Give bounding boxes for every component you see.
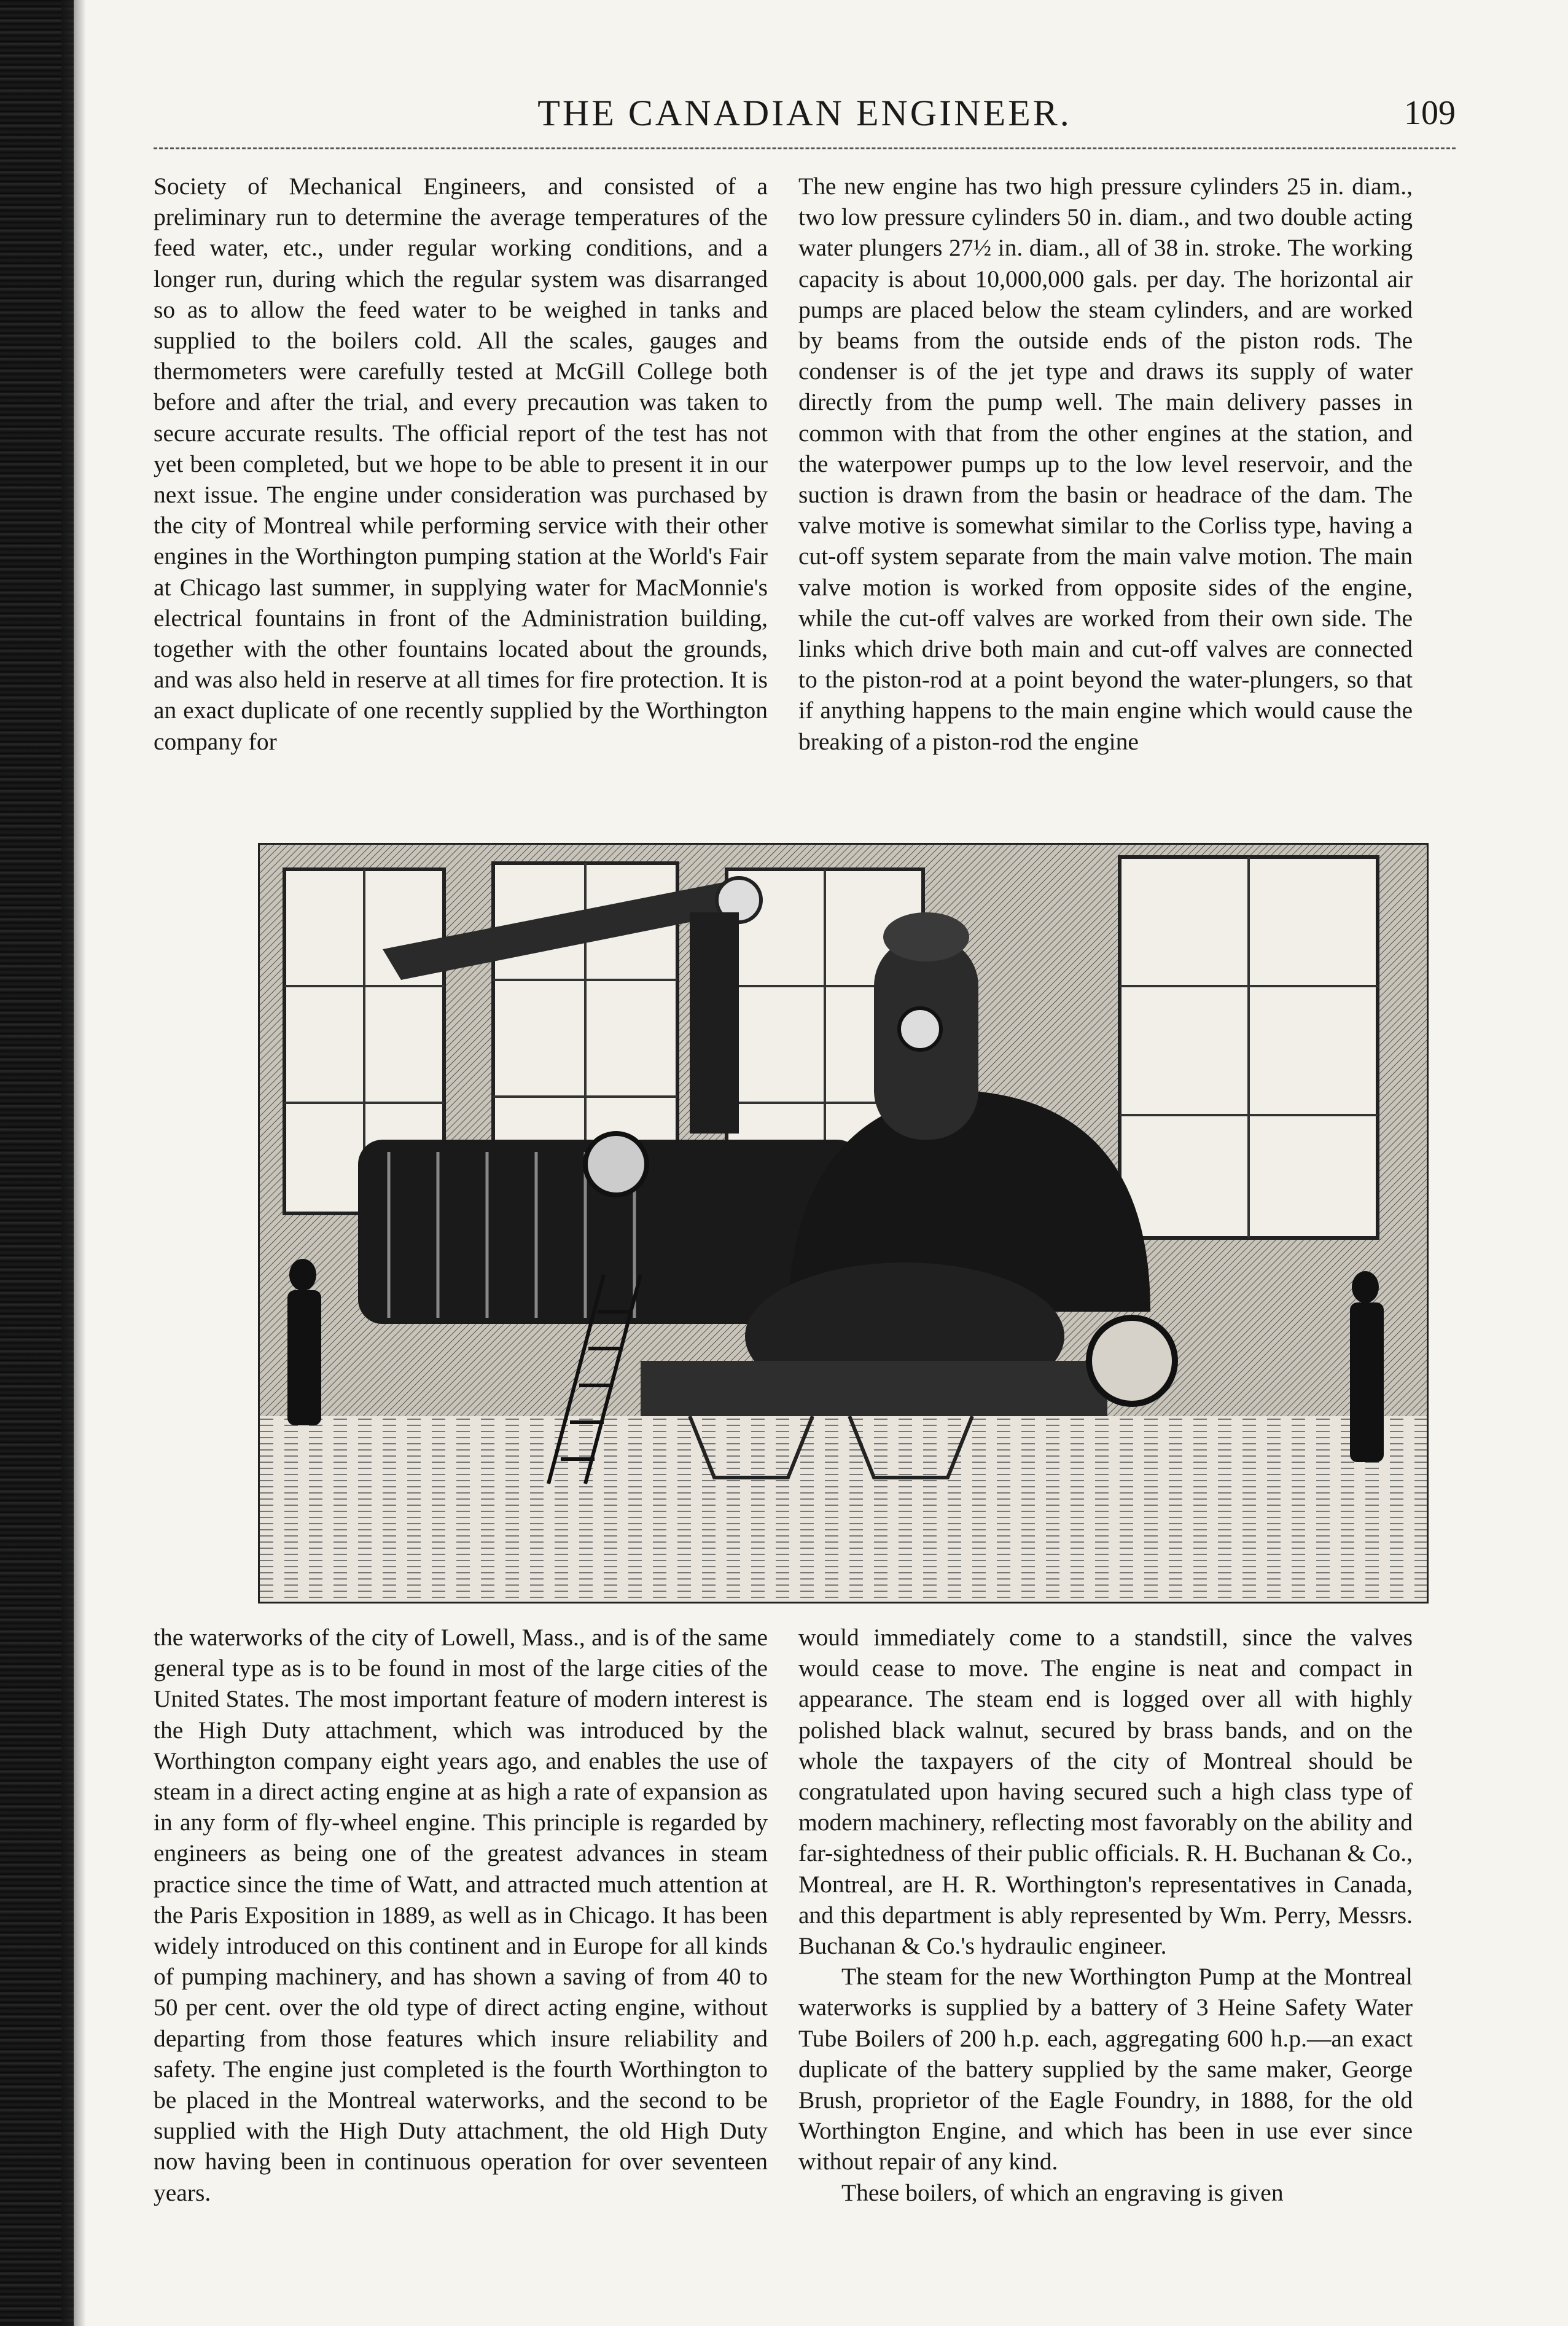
paragraph: The new engine has two high pressure cylinders 25 in. diam., two low pressure cylinders 50 in. diam., and two double acting water plungers 27½ in. diam., all of 38 in. stroke. The working capacity is about 10,000,000 gals. per day. The horizontal air pumps are placed below the steam cylinders, and are worked by beams from the outside ends of the piston rods. The condenser is of the jet type and draws its supply of water directly from the pump well. The main delivery passes in common with that from the other engines at the station, and the waterpower pumps up to the low level reservoir, and the suction is drawn from the basin or headrace of the dam. The valve motive is somewhat similar to the Corliss type, having a cut-off system separate from the main valve motion. The main valve motion is worked from opposite sides of the engine, while the cut-off valves are worked from their own side. The links which drive both main and cut-off valves are connected to the piston-rod at a point beyond the water-plungers, so that if anything happens to the main engine which would cause the breaking of a piston-rod the engine (798, 173, 1413, 755)
paragraph: The steam for the new Worthington Pump at the Montreal waterworks is supplied by a battery of 3 Heine Safety Water Tube Boilers of 200 h.p. each, aggregating 600 h.p.—an exact duplicate of the battery supplied by the same maker, George Brush, proprietor of the Eagle Foundry, in 1888, for the old Worthington Engine, and which has been in use ever since without repair of any kind. (798, 1963, 1413, 2175)
paragraph: Society of Mechanical Engineers, and consisted of a preliminary run to determine the average temperatures of the feed water, etc., under regular working conditions, and a longer run, during which the regular system was disarranged so as to allow the feed water to be weighed in tanks and supplied to the boilers cold. All the scales, gauges and thermometers were carefully tested at McGill College both before and after the trial, and every precaution was taken to secure accurate results. The official report of the test has not yet been completed, but we hope to be able to present it in our next issue. The engine under consideration was purchased by the city of Montreal while performing service with their other engines in the Worthington pumping station at the World's Fair at Chicago last summer, in supplying water for MacMonnie's electrical fountains in front of the Administration building, together with the other fountains located about the grounds, and was also held in reserve at all times for fire protection. It is an exact duplicate of one recently supplied by the Worthington company for (154, 173, 768, 755)
page-number: 109 (1404, 94, 1456, 132)
column-top-left (154, 171, 768, 816)
paragraph: would immediately come to a standstill, since the valves would cease to move. The engine is neat and compact in appearance. The steam end is logged over all with highly polished black walnut, secured by brass bands, and on the whole the taxpayers of the city of Montreal should be congratulated upon having secured such a high class type of modern machinery, reflecting most favorably on the ability and far-sightedness of their public officials. R. H. Buchanan & Co., Montreal, are H. R. Worthington's representatives in Canada, and this department is ably represented by Wm. Perry, Messrs. Buchanan & Co.'s hydraulic engineer. (798, 1624, 1413, 1960)
column-bottom-right (798, 1622, 1413, 2261)
running-title: THE CANADIAN ENGINEER. (537, 93, 1072, 133)
engraving-drawing (260, 845, 1427, 1602)
column-bottom-left (154, 1622, 768, 2261)
paragraph: These boilers, of which an engraving is given (841, 2179, 1284, 2206)
header-rule (154, 147, 1456, 149)
paragraph: the waterworks of the city of Lowell, Mass., and is of the same general type as is to be found in most of the large cities of the United States. The most important feature of modern interest is the High Duty attachment, which was introduced by the Worthington company eight years ago, and enables the use of steam in a direct acting engine at as high a rate of expansion as in any form of fly-wheel engine. This principle is regarded by engineers as being one of the greatest advances in steam practice since the time of Watt, and attracted much attention at the Paris Exposition in 1889, as well as in Chicago. It has been widely introduced on this continent and in Europe for all kinds of pumping machinery, and has shown a saving of from 40 to 50 per cent. over the old type of direct acting engine, without departing from those features which insure reliability and safety. The engine just completed is the fourth Worthington to be placed in the Montreal waterworks, and the second to be supplied with the High Duty attachment, the old High Duty now having been in continuous operation for over seventeen years. (154, 1624, 768, 2206)
binding-shadow (61, 0, 86, 2326)
column-top-right (798, 171, 1413, 816)
page-header (154, 92, 1456, 147)
engine-engraving-illustration (258, 843, 1429, 1604)
